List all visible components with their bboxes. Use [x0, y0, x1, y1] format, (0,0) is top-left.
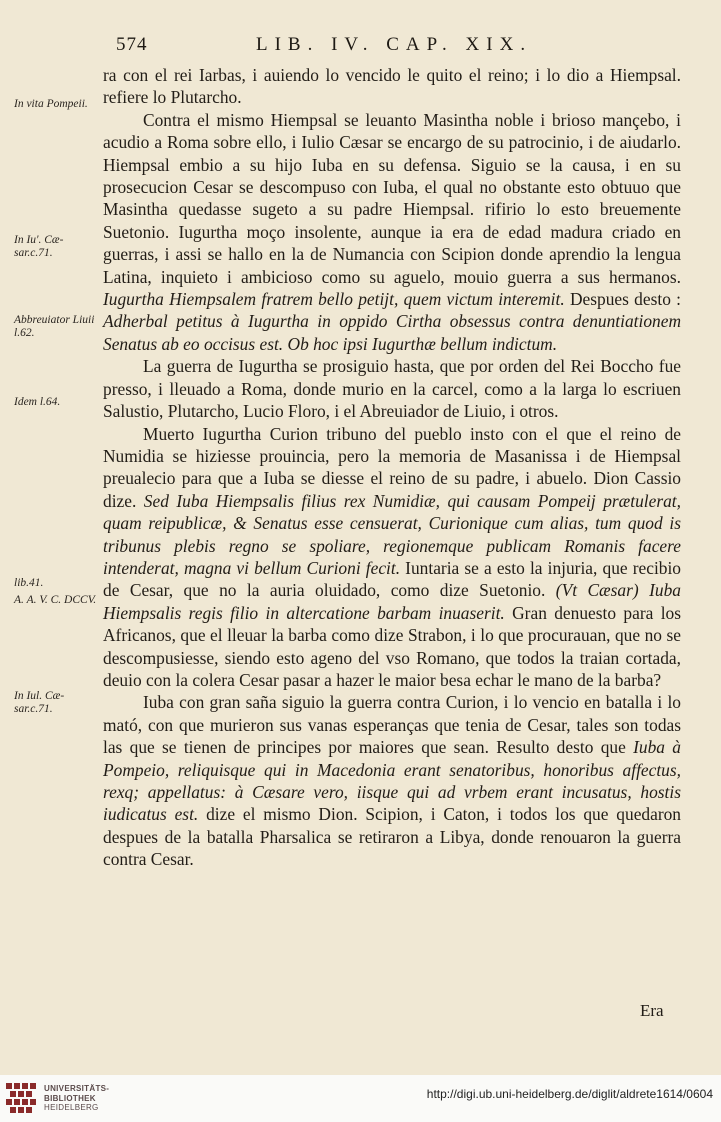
- page-header: [0, 34, 721, 60]
- body-text: [103, 64, 681, 871]
- paragraph: ra con el rei Iarbas, i auiendo lo vencido le quito el reino; i lo dio a Hiempsal. refiere lo Plutarcho.: [103, 65, 681, 108]
- catchword: Era: [640, 1001, 664, 1020]
- margin-note: Idem l.64.: [14, 396, 61, 408]
- paragraph: Contra el mismo Hiempsal se leuanto Masintha noble i brioso mançebo, i acudio a Roma sobre ello, i Iulio Cæsar se encargo de su patrocinio, i de aiudarlo. Hiempsal embio a su hijo Iuba en su defensa. Siguio se la causa, i en su prosecucion Cesar se descompuso con Iuba, el qual no obstante esto obtuuo que Masintha quedasse sugeto a su padre Hiempsal. rifirio lo esto breuemente Suetonio. Iugurtha moço insolente, aunque ia era de edad madura criado en guerras, i assi se hallo en la de Numancia con Scipion donde aprendio la lengua Latina, inquieto i ambicioso como su aguelo, mouio guerra a sus hermanos. Iugurtha Hiempsalem fratrem bello petijt, quem victum interemit. Despues desto : Adherbal petitus à Iugurtha in oppido Cirtha obsessus contra denuntiationem Senatus ab eo occisus est. Ob hoc ipsi Iugurthæ bellum indictum.: [103, 109, 681, 354]
- latin-quote: Sed Iuba Hiempsalis filius rex Numidiæ, qui causam Pompeij prætulerat, quam reipublicæ, & Senatus esse censuerat, Curionique cum alias, tum quod is tribunus plebis regno se spoliare, regionemque publicam Romanis facere intenderat, magna vi bellum Curioni fecit.: [103, 490, 681, 578]
- source-url-link[interactable]: http://digi.ub.uni-heidelberg.de/diglit/aldrete1614/0604: [426, 1087, 713, 1101]
- running-title: LIB. IV. CAP. XIX.: [256, 34, 533, 55]
- margin-note: A. A. V. C. DCCV.: [14, 594, 97, 606]
- library-logo-icon: [4, 1081, 40, 1117]
- margin-note: In vita Pompeii.: [14, 98, 88, 110]
- footer-bar: [0, 1075, 721, 1122]
- library-name: UNIVERSITÄTS- BIBLIOTHEK HEIDELBERG: [44, 1084, 110, 1112]
- latin-quote: Adherbal petitus à Iugurtha in oppido Cirtha obsessus contra denuntiationem Senatus ab eo occisus est. Ob hoc ipsi Iugurthæ bellum indictum.: [103, 311, 681, 354]
- paragraph: Iuba con gran saña siguio la guerra contra Curion, i lo vencio en batalla i lo mató, con que murieron sus vanas esperanças que tenia de Cesar, tales son todas las que se tienen de principes por maiores que sean. Resulto desto que Iuba à Pompeio, reliquisque qui in Macedonia erant senatoribus, honoribus affectus, rexq; appellatus: à Cæsare vero, iisque qui ad vrbem erant incusatus, hostis iudicatus est. dize el mismo Dion. Scipion, i Caton, i todos los que quedaron despues de la batalla Pharsalica se retiraron a Libya, donde renouaron la guerra contra Cesar.: [103, 692, 682, 870]
- latin-quote: (Vt Cæsar) Iuba Hiempsalis regis filio in altercatione barbam inuaserit.: [103, 580, 681, 623]
- margin-note: In Iu'. Cæ-sar.c.71.: [14, 234, 64, 259]
- margin-note: lib.41.: [14, 577, 44, 589]
- paragraph: Muerto Iugurtha Curion tribuno del pueblo insto con el que el reino de Numidia se hiziesse prouincia, pero la memoria de Masanissa i de Hiempsal preualecio para que a Iuba se diesse el reino de su padre, i abuelo. Dion Cassio dize. Sed Iuba Hiempsalis filius rex Numidiæ, qui causam Pompeij prætulerat, quam reipublicæ, & Senatus esse censuerat, Curionique cum alias, tum quod is tribunus plebis regno se spoliare, regionemque publicam Romanis facere intenderat, magna vi bellum Curioni fecit. Iuntaria se a esto la injuria, que recibio de Cesar, que no la auria oluidado, como dize Suetonio. (Vt Cæsar) Iuba Hiempsalis regis filio in altercatione barbam inuaserit. Gran denuesto para los Africanos, que el lleuar la barba como dize Strabon, i lo que procurauan, que no se descompusiesse, siendo esto ageno del vso Romano, que todos la traian cortada, deuio con la colera Cesar pasar a hazer le maior besa echar le mano de la barba?: [103, 423, 682, 690]
- margin-note: In Iul. Cæ-sar.c.71.: [14, 690, 65, 715]
- page-number: 574: [116, 34, 148, 55]
- margin-note: Abbreuiator Liuii l.62.: [14, 314, 95, 339]
- latin-quote: Iuba à Pompeio, reliquisque qui in Macedonia erant senatoribus, honoribus affectus, rexq; appellatus: à Cæsare vero, iisque qui ad vrbem erant incusatus, hostis iudicatus est.: [103, 737, 682, 825]
- paragraph: La guerra de Iugurtha se prosiguio hasta, que por orden del Rei Boccho fue presso, i lleuado a Roma, donde murio en la carcel, como a la larga lo escriuen Salustio, Plutarcho, Lucio Floro, i el Abreuiador de Liuio, i otros.: [103, 356, 681, 422]
- latin-quote: Iugurtha Hiempsalem fratrem bello petijt, quem victum interemit.: [103, 289, 565, 310]
